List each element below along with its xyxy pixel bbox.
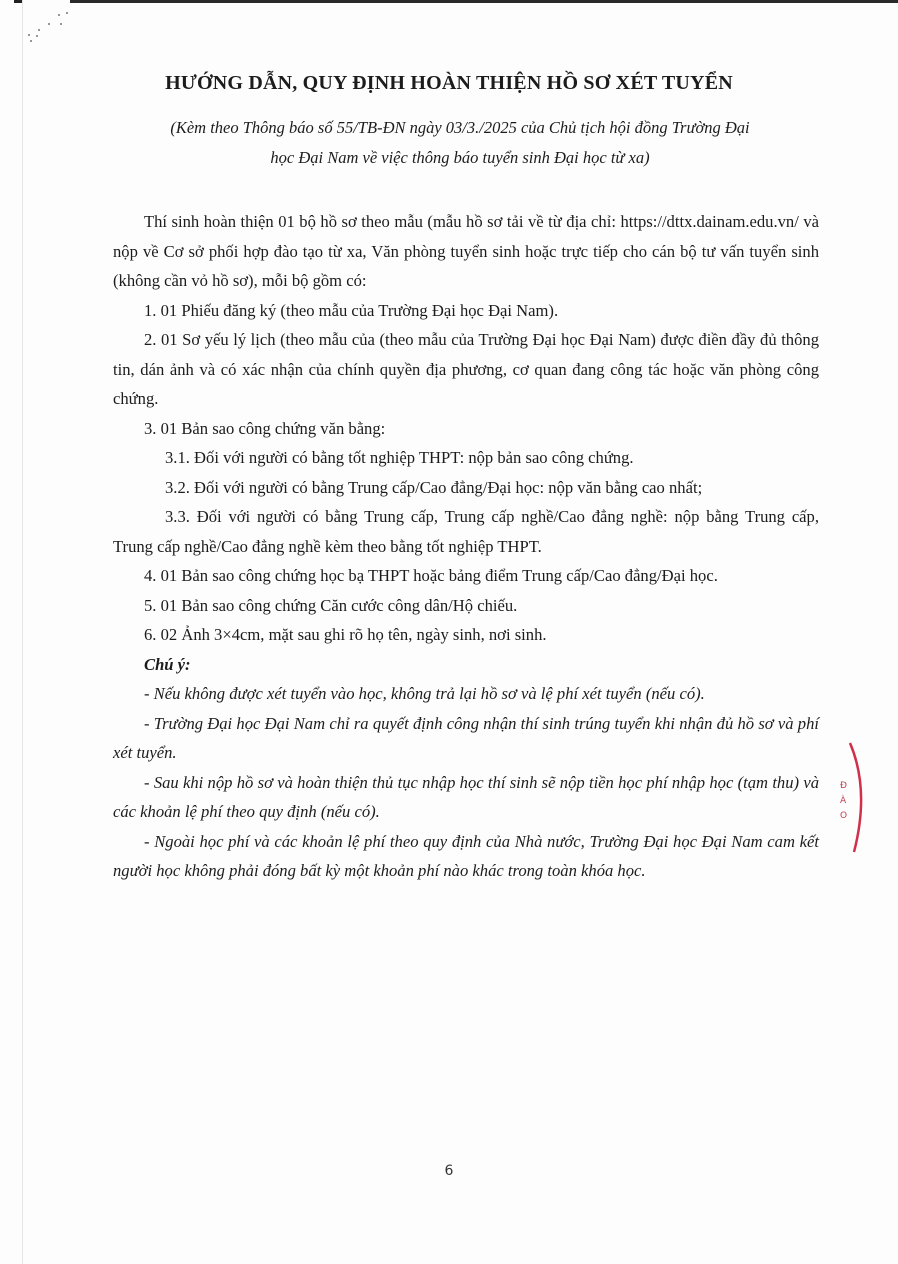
list-item: 3. 01 Bản sao công chứng văn bằng: [144,418,386,438]
svg-text:Đ: Đ [840,781,847,791]
page-number: 6 [444,1163,454,1179]
note-item: - Sau khi nộp hồ sơ và hoàn thiện thủ tục nhập học thí sinh sẽ nộp tiền học phí nhập học (tạm thu) và các khoản lệ phí theo quy định (nếu có). [113,772,819,821]
list-item: 2. 01 Sơ yếu lý lịch (theo mẫu của (theo mẫu của Trường Đại học Đại Nam) được điền đầy đủ thông tin, dán ảnh và có xác nhận của chính quyền địa phương, cơ quan đang công tác hoặc văn phòng công chứng. [113,330,819,408]
scan-specks [24,10,74,45]
svg-text:À: À [840,796,847,806]
list-item: 1. 01 Phiếu đăng ký (theo mẫu của Trường Đại học Đại Nam). [144,300,559,320]
list-item: 4. 01 Bản sao công chứng học bạ THPT hoặc bảng điểm Trung cấp/Cao đẳng/Đại học. [144,566,718,585]
sub-list-item: 3.2. Đối với người có bằng Trung cấp/Cao đẳng/Đại học: nộp văn bằng cao nhất; [165,477,703,497]
intro-paragraph: Thí sinh hoàn thiện 01 bộ hồ sơ theo mẫu (mẫu hồ sơ tải về từ địa chỉ: https://dttx.dainam.edu.vn/ và nộp về Cơ sở phối hợp đào tạo từ xa, Văn phòng tuyển sinh hoặc trực tiếp cho cán bộ tư vấn tuyển sinh (không cần vỏ hồ sơ), mỗi bộ gồm có: [113,212,819,290]
list-item: 5. 01 Bản sao công chứng Căn cước công dân/Hộ chiếu. [144,595,518,615]
note-item: - Ngoài học phí và các khoản lệ phí theo quy định của Nhà nước, Trường Đại học Đại Nam cam kết người học không phải đóng bất kỳ một khoản phí nào khác trong toàn khóa học. [113,831,819,880]
document-body [113,207,819,886]
subtitle-line-1: (Kèm theo Thông báo số 55/TB-ĐN ngày 03/3./2025 của Chủ tịch hội đồng Trường Đại [170,118,750,137]
scan-left-edge [22,0,23,1264]
scan-mark [14,0,22,3]
subtitle-line-2: học Đại Nam về việc thông báo tuyển sinh Đại học từ xa) [270,148,650,167]
note-item: - Nếu không được xét tuyển vào học, không trả lại hồ sơ và lệ phí xét tuyển (nếu có). [144,684,705,703]
sub-list-item: 3.3. Đối với người có bằng Trung cấp, Trung cấp nghề/Cao đẳng nghề: nộp bằng Trung cấp, Trung cấp nghề/Cao đẳng nghề kèm theo bằng tốt nghiệp THPT. [113,507,819,556]
note-heading: Chú ý: [144,654,191,674]
scan-top-border [70,0,898,3]
red-stamp-icon [836,740,876,855]
list-item: 6. 02 Ảnh 3×4cm, mặt sau ghi rõ họ tên, ngày sinh, nơi sinh. [144,625,547,644]
note-item: - Trường Đại học Đại Nam chỉ ra quyết định công nhận thí sinh trúng tuyển khi nhận đủ hồ sơ và phí xét tuyển. [113,713,819,762]
document-subtitle [110,113,810,173]
svg-text:O: O [840,811,848,821]
sub-list-item: 3.1. Đối với người có bằng tốt nghiệp THPT: nộp bản sao công chứng. [165,448,634,467]
document-title: HƯỚNG DẪN, QUY ĐỊNH HOÀN THIỆN HỒ SƠ XÉT TUYỂN [165,72,733,94]
